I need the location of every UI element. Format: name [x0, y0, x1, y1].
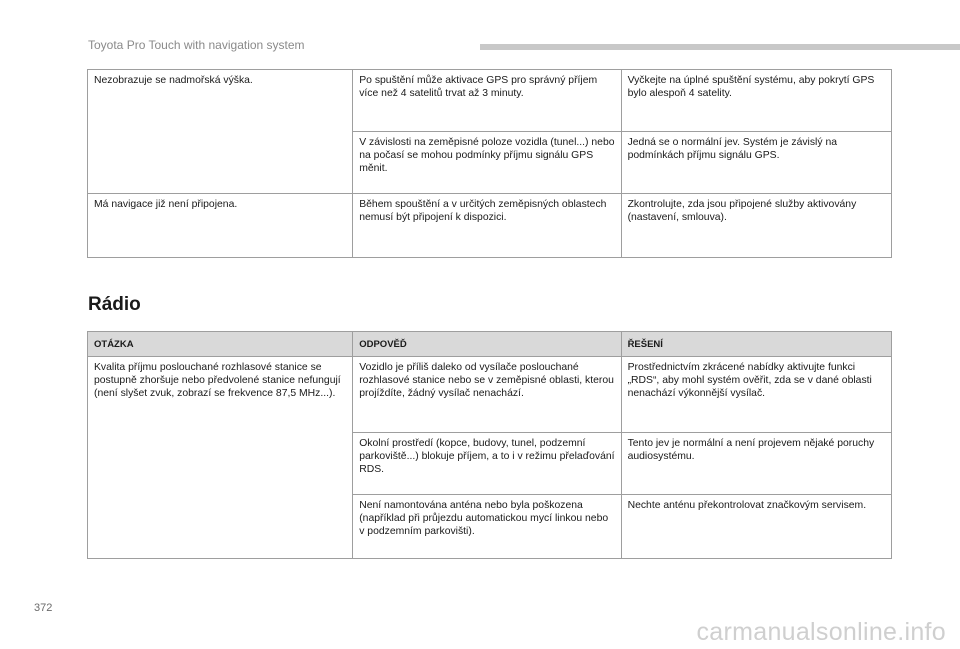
- column-header-question: OTÁZKA: [88, 332, 353, 357]
- answer-text: Po spuštění může aktivace GPS pro správný příjem více než 4 satelitů trvat až 3 minuty.: [359, 75, 598, 99]
- page-number: 372: [34, 602, 53, 614]
- watermark: carmanualsonline.info: [696, 618, 946, 646]
- question-text: Má navigace již není připojena.: [94, 199, 238, 210]
- solution-cell: [621, 357, 891, 433]
- table-row: [88, 194, 892, 258]
- table-row: [88, 70, 892, 132]
- answer-text: Během spouštění a v určitých zeměpisných oblastech nemusí být připojení k dispozici.: [359, 199, 607, 223]
- table-header-row: [88, 332, 892, 357]
- answer-text: V závislosti na zeměpisné poloze vozidla (tunel...) nebo na počasí se mohou podmínky příjmu signálu GPS měnit.: [359, 137, 615, 174]
- solution-text: Jedná se o normální jev. Systém je závislý na podmínkách příjmu signálu GPS.: [627, 137, 838, 161]
- answer-cell: [353, 70, 621, 132]
- question-cell: [88, 357, 353, 559]
- answer-text: Okolní prostředí (kopce, budovy, tunel, podzemní parkoviště...) blokuje příjem, a to i v režimu přelaďování RDS.: [359, 438, 615, 475]
- answer-text: Vozidlo je příliš daleko od vysílače poslouchané rozhlasové stanice nebo se v zeměpisné oblasti, kterou projíždíte, žádný vysílač nenachází.: [359, 362, 614, 399]
- radio-troubleshooting-table: [87, 331, 892, 559]
- question-cell: [88, 194, 353, 258]
- solution-cell: [621, 194, 891, 258]
- solution-text: Vyčkejte na úplné spuštění systému, aby pokrytí GPS bylo alespoň 4 satelity.: [627, 75, 875, 99]
- solution-cell: [621, 132, 891, 194]
- solution-cell: [621, 70, 891, 132]
- question-text: Nezobrazuje se nadmořská výška.: [94, 75, 253, 86]
- column-header-solution: ŘEŠENÍ: [621, 332, 891, 357]
- column-header-answer: ODPOVĚĎ: [353, 332, 621, 357]
- header-decorative-bar: [480, 44, 960, 50]
- solution-text: Zkontrolujte, zda jsou připojené služby aktivovány (nastavení, smlouva).: [627, 199, 857, 223]
- answer-cell: [353, 357, 621, 433]
- answer-cell: [353, 194, 621, 258]
- answer-text: Není namontována anténa nebo byla poškozena (například při průjezdu automatickou mycí linkou nebo v podzemním parkovišti).: [359, 500, 609, 537]
- question-text: Kvalita příjmu poslouchané rozhlasové stanice se postupně zhoršuje nebo předvolené stanice nefungují (není slyšet zvuk, zobrazí se frekvence 87,5 MHz...).: [94, 362, 341, 399]
- table-row: [88, 357, 892, 433]
- solution-text: Nechte anténu překontrolovat značkovým servisem.: [627, 500, 867, 511]
- gps-troubleshooting-table: [87, 69, 892, 258]
- solution-text: Prostřednictvím zkrácené nabídky aktivujte funkci „RDS“, aby mohl systém ověřit, zda se v dané oblasti nenachází výkonnější vysílač.: [627, 362, 872, 399]
- solution-cell: [621, 433, 891, 495]
- radio-section-heading: Rádio: [88, 294, 141, 315]
- answer-cell: [353, 132, 621, 194]
- answer-cell: [353, 433, 621, 495]
- document-header-title: Toyota Pro Touch with navigation system: [88, 38, 305, 52]
- answer-cell: [353, 495, 621, 559]
- solution-cell: [621, 495, 891, 559]
- solution-text: Tento jev je normální a není projevem nějaké poruchy audiosystému.: [627, 438, 875, 462]
- question-cell: [88, 70, 353, 194]
